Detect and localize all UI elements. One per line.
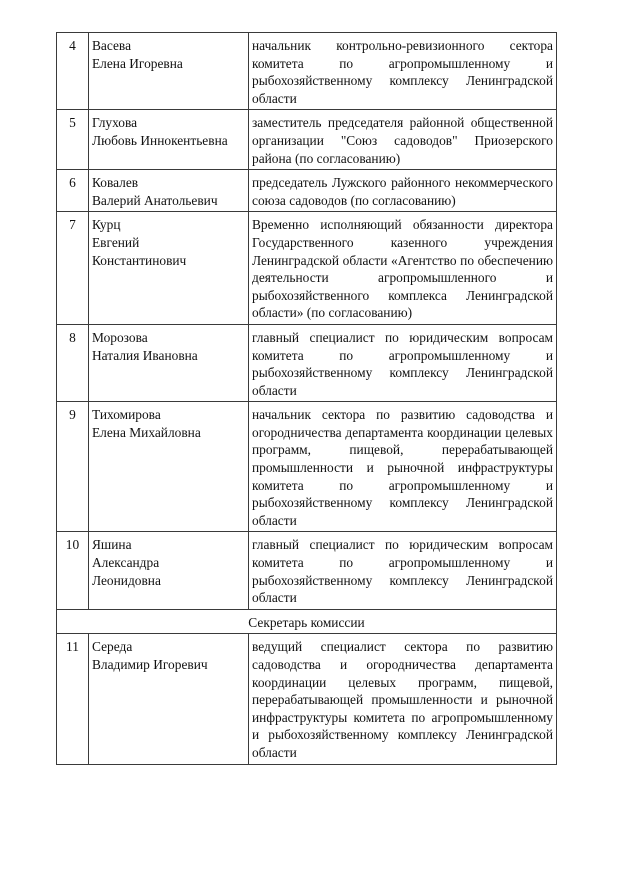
- member-number: 6: [57, 170, 89, 212]
- member-surname: Яшина: [92, 537, 132, 553]
- member-position: главный специалист по юридическим вопросам комитета по агропромышленному и рыбохозяйственному комплексу Ленинградской области: [249, 324, 557, 401]
- member-surname: Середа: [92, 639, 133, 655]
- member-name: [89, 33, 249, 110]
- member-given-names: Елена Михайловна: [92, 424, 201, 440]
- member-given-names: Любовь Иннокентьевна: [92, 132, 228, 148]
- member-number: 11: [57, 634, 89, 764]
- member-surname: Курц: [92, 217, 121, 233]
- member-position: начальник сектора по развитию садоводства и огородничества департамента координации целевых программ, пищевой, перерабатывающей промышленности и рыночной инфраструктуры комитета по агропромышленному и рыбохозяйственному комплексу Ленинградской области: [249, 402, 557, 532]
- member-surname: Глухова: [92, 115, 138, 131]
- member-position: главный специалист по юридическим вопросам комитета по агропромышленному и рыбохозяйственному комплексу Ленинградской области: [249, 532, 557, 609]
- member-number: 7: [57, 212, 89, 325]
- member-first-name: Александра: [92, 555, 160, 571]
- member-patronymic: Леонидовна: [92, 572, 161, 588]
- member-name: [89, 532, 249, 609]
- commission-members-table: [56, 32, 557, 765]
- member-first-name: Евгений: [92, 234, 140, 250]
- member-number: 5: [57, 110, 89, 170]
- member-patronymic: Константинович: [92, 252, 187, 268]
- member-name: [89, 402, 249, 532]
- table-row: [57, 33, 557, 110]
- member-number: 10: [57, 532, 89, 609]
- member-name: [89, 324, 249, 401]
- member-position: начальник контрольно-ревизионного сектора комитета по агропромышленному и рыбохозяйственному комплексу Ленинградской области: [249, 33, 557, 110]
- member-name: [89, 212, 249, 325]
- member-given-names: Валерий Анатольевич: [92, 192, 218, 208]
- table-row: [57, 402, 557, 532]
- member-position: заместитель председателя районной общественной организации "Союз садоводов" Приозерского района (по согласованию): [249, 110, 557, 170]
- member-position: председатель Лужского районного некоммерческого союза садоводов (по согласованию): [249, 170, 557, 212]
- member-number: 4: [57, 33, 89, 110]
- member-given-names: Владимир Игоревич: [92, 657, 208, 672]
- member-position: Временно исполняющий обязанности директора Государственного казенного учреждения Ленинградской области «Агентство по обеспечению деятельности агропромышленного и рыбохозяйственного комплекса Ленинградской области» (по согласованию): [249, 212, 557, 325]
- section-row: [57, 609, 557, 634]
- member-surname: Тихомирова: [92, 407, 161, 423]
- member-name: [89, 170, 249, 212]
- member-given-names: Наталия Ивановна: [92, 347, 198, 363]
- table-row: [57, 634, 557, 764]
- table-row: [57, 324, 557, 401]
- member-surname: Морозова: [92, 329, 148, 345]
- member-name: [89, 110, 249, 170]
- table-row: [57, 532, 557, 609]
- section-heading: Секретарь комиссии: [57, 609, 557, 634]
- member-surname: Васева: [92, 38, 132, 53]
- member-surname: Ковалев: [92, 175, 139, 191]
- table-row: [57, 110, 557, 170]
- member-position: ведущий специалист сектора по развитию садоводства и огородничества департамента координации целевых программ, пищевой, перерабатывающей промышленности и рыночной инфраструктуры комитета по агропромышленному и рыбохозяйственному комплексу Ленинградской области: [249, 634, 557, 764]
- member-number: 8: [57, 324, 89, 401]
- member-name: [89, 634, 249, 764]
- member-number: 9: [57, 402, 89, 532]
- table-row: [57, 170, 557, 212]
- member-given-names: Елена Игоревна: [92, 55, 183, 71]
- table-row: [57, 212, 557, 325]
